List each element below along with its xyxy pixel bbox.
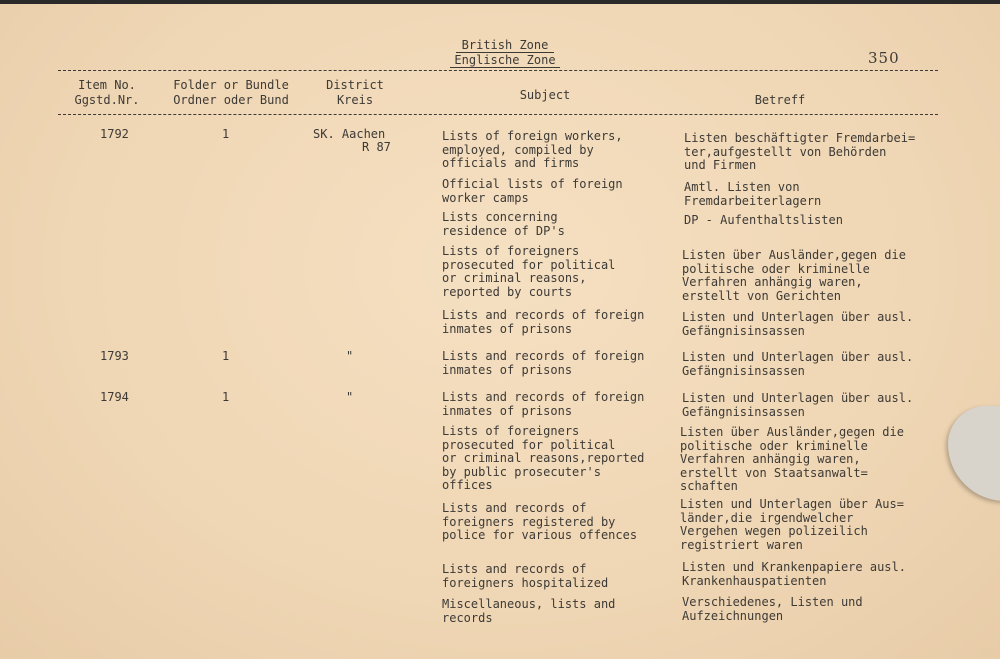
col-head-district-en: District bbox=[326, 78, 384, 92]
col-head-district-de: Kreis bbox=[336, 93, 374, 107]
col-head-subject: Subject bbox=[519, 88, 571, 102]
betreff-entry: Verschiedenes, Listen und Aufzeichnungen bbox=[682, 595, 863, 623]
subject-entry: Lists of foreigners prosecuted for political or criminal reasons,reported by public prosecuter's offices bbox=[442, 424, 645, 492]
subject-entry: Lists of foreign workers, employed, compiled by officials and firms bbox=[442, 129, 623, 170]
subject-entry: Miscellaneous, lists and records bbox=[442, 597, 616, 625]
betreff-entry: Listen über Ausländer,gegen die politische oder kriminelle Verfahren anhängig waren, erstellt von Staatsanwalt= schaften bbox=[680, 425, 904, 493]
page-number: 350 bbox=[868, 49, 900, 67]
folder-cell: 1 bbox=[222, 127, 230, 141]
betreff-entry: Listen über Ausländer,gegen die politische oder kriminelle Verfahren anhängig waren, erstellt von Gerichten bbox=[682, 248, 906, 303]
zone-header bbox=[430, 38, 580, 68]
header-bottom-rule bbox=[58, 114, 938, 115]
betreff-entry: Listen und Unterlagen über ausl. Gefängnisinsassen bbox=[682, 310, 914, 338]
district-cell: SK. Aachen bbox=[313, 127, 386, 141]
betreff-entry: Listen und Unterlagen über ausl. Gefängnisinsassen bbox=[682, 350, 914, 378]
col-head-folder-de: Ordner oder Bund bbox=[173, 93, 289, 107]
col-head-folder-en: Folder or Bundle bbox=[173, 78, 289, 92]
subject-entry: Lists and records of foreign inmates of prisons bbox=[442, 308, 645, 336]
ditto-mark: " bbox=[346, 349, 354, 363]
betreff-entry: Amtl. Listen von Fremdarbeiterlagern bbox=[684, 180, 822, 208]
item-no-cell: 1792 bbox=[100, 127, 129, 141]
zone-title-en: British Zone bbox=[456, 38, 555, 53]
folder-cell: 1 bbox=[222, 390, 230, 404]
betreff-entry: Listen und Krankenpapiere ausl. Krankenhauspatienten bbox=[682, 560, 906, 588]
item-no-cell: 1793 bbox=[100, 349, 129, 363]
district-cell: R 87 bbox=[362, 140, 391, 154]
header-top-rule bbox=[58, 70, 938, 71]
col-head-betreff: Betreff bbox=[754, 93, 806, 107]
folder-tab bbox=[948, 406, 1000, 501]
col-head-item-no-en: Item No. bbox=[78, 78, 136, 92]
betreff-entry: Listen und Unterlagen über ausl. Gefängnisinsassen bbox=[682, 391, 914, 419]
ditto-mark: " bbox=[346, 390, 354, 404]
subject-entry: Lists and records of foreign inmates of prisons bbox=[442, 390, 645, 418]
col-head-folder bbox=[160, 78, 302, 108]
subject-entry: Lists and records of foreign inmates of prisons bbox=[442, 349, 645, 377]
betreff-entry: Listen beschäftigter Fremdarbei= ter,aufgestellt von Behörden und Firmen bbox=[684, 131, 916, 172]
subject-entry: Official lists of foreign worker camps bbox=[442, 177, 623, 205]
document-page bbox=[0, 4, 1000, 659]
subject-entry: Lists of foreigners prosecuted for political or criminal reasons, reported by courts bbox=[442, 244, 616, 299]
item-no-cell: 1794 bbox=[100, 390, 129, 404]
subject-entry: Lists and records of foreigners registered by police for various offences bbox=[442, 501, 638, 542]
subject-entry: Lists and records of foreigners hospitalized bbox=[442, 562, 609, 590]
col-head-item-no-de: Ggstd.Nr. bbox=[74, 93, 140, 107]
subject-entry: Lists concerning residence of DP's bbox=[442, 210, 565, 238]
col-head-district bbox=[310, 78, 400, 108]
folder-cell: 1 bbox=[222, 349, 230, 363]
betreff-entry: DP - Aufenthaltslisten bbox=[684, 213, 843, 227]
betreff-entry: Listen und Unterlagen über Aus= länder,die irgendwelcher Vergehen wegen polizeilich registriert waren bbox=[680, 497, 904, 552]
col-head-item-no bbox=[62, 78, 152, 108]
zone-title-de: Englische Zone bbox=[450, 53, 559, 68]
